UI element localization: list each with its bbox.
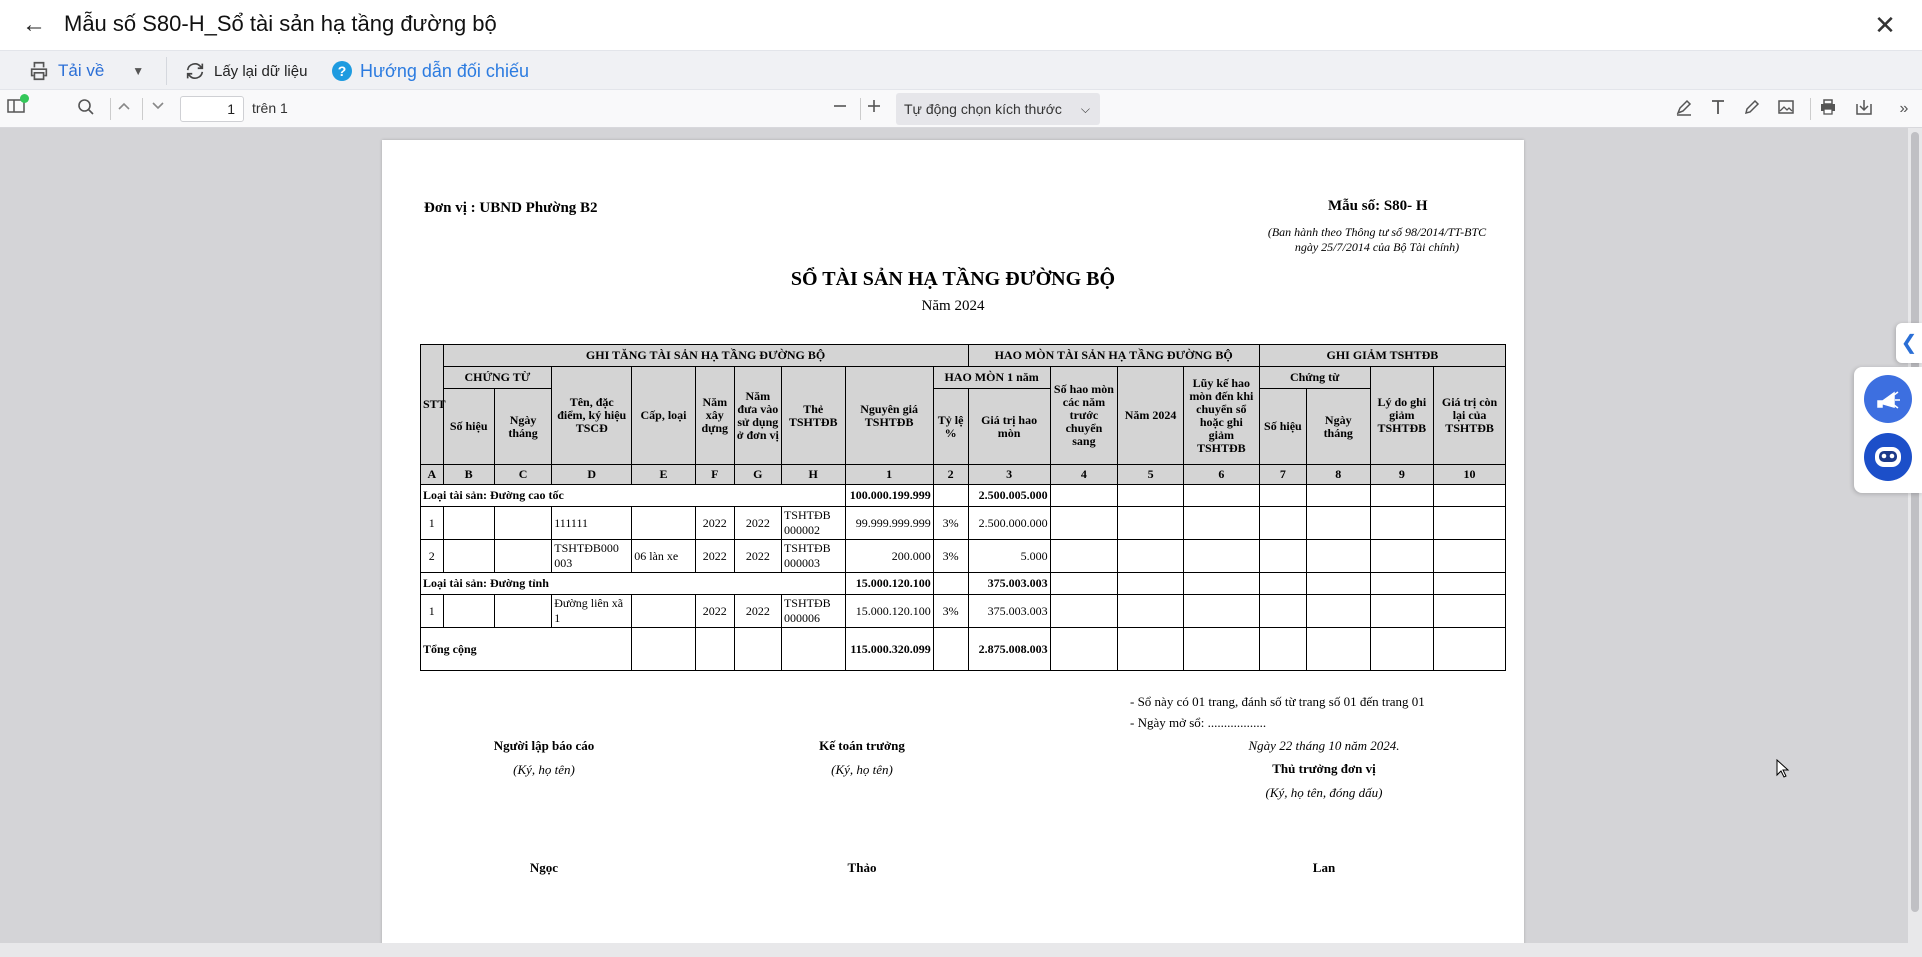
pdf-viewer-toolbar — [0, 90, 1922, 128]
open-date-note: - Ngày mở sổ: .................. — [1130, 715, 1267, 730]
group-depreciation-header: HAO MÒN TÀI SẢN HẠ TẦNG ĐƯỜNG BỘ — [968, 345, 1259, 367]
cell-name: TSHTĐB000 003 — [552, 540, 632, 573]
col-stt: STT — [421, 345, 444, 465]
toolbar-divider — [110, 98, 111, 120]
text-tool-icon[interactable] — [1706, 98, 1730, 120]
col-voucher2-no: Số hiệu — [1259, 389, 1306, 465]
code-cell: H — [781, 465, 845, 485]
col-voucher2-date: Ngày tháng — [1306, 389, 1370, 465]
signer-hint: (Ký, họ tên) — [831, 762, 893, 777]
page-number-input[interactable] — [180, 96, 244, 122]
voucher-header: CHỨNG TỪ — [443, 367, 552, 389]
signer-head — [1164, 761, 1484, 801]
assistant-panel — [1854, 367, 1922, 493]
code-cell: 3 — [968, 465, 1050, 485]
highlight-icon[interactable] — [1672, 98, 1696, 120]
toolbar-divider — [166, 57, 167, 85]
group-original-cost: 100.000.199.999 — [845, 485, 933, 507]
guide-label: Hướng dẫn đối chiếu — [360, 60, 529, 81]
code-cell: A — [421, 465, 444, 485]
zoom-out-icon[interactable] — [828, 98, 852, 120]
col-original-cost: Nguyên giá TSHTĐB — [845, 367, 933, 465]
code-cell: 7 — [1259, 465, 1306, 485]
chatbot-icon[interactable] — [1864, 433, 1912, 481]
download-button[interactable] — [28, 51, 144, 91]
col-prior-dep: Số hao mòn các năm trước chuyển sang — [1050, 367, 1118, 465]
cell-original-cost: 200.000 — [845, 540, 933, 573]
horizontal-scrollbar[interactable] — [0, 943, 1908, 957]
reconcile-guide-link[interactable] — [332, 51, 529, 91]
previous-page-icon[interactable] — [112, 98, 136, 120]
dep-year-header: HAO MÒN 1 năm — [933, 367, 1050, 389]
signer-preparer — [444, 738, 644, 778]
code-cell: 9 — [1370, 465, 1434, 485]
code-cell: 2 — [933, 465, 968, 485]
code-cell: F — [695, 465, 734, 485]
code-cell: 4 — [1050, 465, 1118, 485]
signer-name: Lan — [1312, 860, 1336, 875]
reload-data-button[interactable] — [184, 51, 307, 91]
search-icon[interactable] — [74, 98, 98, 120]
cell-use-year: 2022 — [734, 595, 781, 628]
table-row — [421, 595, 1506, 628]
zoom-select-value: Tự động chọn kích thước — [904, 101, 1062, 117]
cell-class — [632, 507, 696, 540]
back-arrow-icon[interactable]: ← — [22, 11, 46, 38]
code-cell: 8 — [1306, 465, 1370, 485]
more-tools-icon[interactable]: » — [1899, 100, 1909, 117]
toolbar-divider — [1810, 98, 1811, 120]
cell-rate: 3% — [933, 507, 968, 540]
draw-icon[interactable] — [1740, 98, 1764, 120]
cell-rate: 3% — [933, 540, 968, 573]
cell-dep-value: 5.000 — [968, 540, 1050, 573]
signer-hint: (Ký, họ tên, đóng dấu) — [1265, 785, 1383, 800]
col-accumulated: Lũy kế hao mòn đến khi chuyển sổ hoặc ghi giảm TSHTĐB — [1183, 367, 1259, 465]
download-label: Tải về — [58, 61, 105, 80]
save-download-icon[interactable] — [1852, 98, 1876, 120]
cell-build-year: 2022 — [695, 540, 734, 573]
cell-build-year: 2022 — [695, 595, 734, 628]
document-year: Năm 2024 — [921, 298, 985, 314]
col-dep-value: Giá trị hao mòn — [968, 389, 1050, 465]
cell-name: Đường liên xã 1 — [552, 595, 632, 628]
cell-original-cost: 15.000.120.100 — [845, 595, 933, 628]
cell-stt: 1 — [421, 507, 444, 540]
pdf-viewer-area[interactable] — [0, 128, 1922, 957]
group-original-cost: 15.000.120.100 — [845, 573, 933, 595]
col-card: Thẻ TSHTĐB — [781, 367, 845, 465]
signer-role: Kế toán trưởng — [819, 738, 905, 753]
reload-label: Lấy lại dữ liệu — [214, 62, 308, 80]
issued-note — [1252, 225, 1502, 255]
mouse-cursor-icon — [1776, 759, 1790, 779]
total-dep-value: 2.875.008.003 — [968, 628, 1050, 671]
cell-dep-value: 375.003.003 — [968, 595, 1050, 628]
group-label: Loại tài sản: Đường cao tốc — [421, 485, 846, 507]
cell-use-year: 2022 — [734, 507, 781, 540]
vertical-scrollbar[interactable] — [1908, 128, 1922, 957]
report-date: Ngày 22 tháng 10 năm 2024. — [1248, 738, 1400, 753]
cell-class — [632, 595, 696, 628]
total-original-cost: 115.000.320.099 — [845, 628, 933, 671]
form-number: Mẫu số: S80- H — [1328, 198, 1428, 214]
signer-name: Ngọc — [529, 860, 559, 875]
page-title: Mẫu số S80-H_Sổ tài sản hạ tầng đường bộ — [64, 11, 497, 36]
signer-role: Thủ trưởng đơn vị — [1272, 761, 1376, 776]
col-year-2024: Năm 2024 — [1118, 367, 1184, 465]
cell-card: TSHTĐB 000002 — [781, 507, 845, 540]
code-cell: 10 — [1434, 465, 1506, 485]
close-icon[interactable]: ✕ — [1874, 10, 1896, 40]
print-icon[interactable] — [1816, 98, 1840, 120]
col-use-year: Năm đưa vào sử dụng ở đơn vị — [734, 367, 781, 465]
chevron-down-icon: ⌵ — [1080, 102, 1090, 116]
col-voucher-no: Số hiệu — [443, 389, 494, 465]
issued-line-1: (Ban hành theo Thông tư số 98/2014/TT-BTC — [1267, 225, 1487, 239]
voucher2-header: Chứng từ — [1259, 367, 1370, 389]
total-label: Tổng cộng — [421, 628, 632, 671]
code-cell: 5 — [1118, 465, 1184, 485]
col-name: Tên, đặc điểm, ký hiệu TSCĐ — [552, 367, 632, 465]
group-row — [421, 573, 1506, 595]
cell-card: TSHTĐB 000006 — [781, 595, 845, 628]
dialog-header — [0, 0, 1922, 50]
code-cell: C — [494, 465, 551, 485]
next-page-icon[interactable] — [146, 98, 170, 120]
announcement-icon[interactable] — [1864, 375, 1912, 423]
col-build-year: Năm xây dựng — [695, 367, 734, 465]
scrollbar-thumb[interactable] — [1911, 132, 1919, 912]
cell-use-year: 2022 — [734, 540, 781, 573]
page-count: trên 1 — [252, 100, 288, 116]
action-toolbar — [0, 50, 1922, 90]
cell-stt: 1 — [421, 595, 444, 628]
group-increase-header: GHI TĂNG TÀI SẢN HẠ TẦNG ĐƯỜNG BỘ — [443, 345, 968, 367]
code-cell: G — [734, 465, 781, 485]
col-remaining: Giá trị còn lại của TSHTĐB — [1434, 367, 1506, 465]
signer-role: Người lập báo cáo — [493, 738, 595, 753]
signer-name: Thảo — [847, 860, 877, 875]
asset-ledger-table — [420, 344, 1506, 671]
cell-class: 06 làn xe — [632, 540, 696, 573]
printer-icon — [28, 60, 50, 82]
cell-dep-value: 2.500.000.000 — [968, 507, 1050, 540]
code-cell: D — [552, 465, 632, 485]
code-cell: B — [443, 465, 494, 485]
zoom-select[interactable] — [896, 93, 1100, 125]
notification-dot — [20, 94, 29, 103]
image-icon[interactable] — [1774, 98, 1798, 120]
group-label: Loại tài sản: Đường tỉnh — [421, 573, 846, 595]
col-rate: Tỷ lệ % — [933, 389, 968, 465]
total-row — [421, 628, 1506, 671]
code-cell: 1 — [845, 465, 933, 485]
signer-hint: (Ký, họ tên) — [513, 762, 575, 777]
cell-card: TSHTĐB 000003 — [781, 540, 845, 573]
group-dep-value: 375.003.003 — [968, 573, 1050, 595]
caret-down-icon[interactable]: ▼ — [132, 64, 145, 78]
unit-name: Đơn vị : UBND Phường B2 — [424, 200, 598, 216]
cell-rate: 3% — [933, 595, 968, 628]
refresh-icon — [184, 60, 206, 82]
cell-stt: 2 — [421, 540, 444, 573]
zoom-in-icon[interactable] — [862, 98, 886, 120]
group-dep-value: 2.500.005.000 — [968, 485, 1050, 507]
group-row — [421, 485, 1506, 507]
cell-build-year: 2022 — [695, 507, 734, 540]
collapse-panel-icon[interactable]: ❮ — [1896, 323, 1922, 363]
col-class: Cấp, loại — [632, 367, 696, 465]
document-title: SỔ TÀI SẢN HẠ TẦNG ĐƯỜNG BỘ — [790, 268, 1116, 290]
col-reason: Lý do ghi giảm TSHTĐB — [1370, 367, 1434, 465]
code-cell: E — [632, 465, 696, 485]
issued-line-2: ngày 25/7/2014 của Bộ Tài chính) — [1294, 240, 1460, 254]
table-row — [421, 507, 1506, 540]
cell-original-cost: 99.999.999.999 — [845, 507, 933, 540]
group-decrease-header: GHI GIẢM TSHTĐB — [1259, 345, 1505, 367]
cell-name: 111111 — [552, 507, 632, 540]
toolbar-divider — [142, 98, 143, 120]
table-row — [421, 540, 1506, 573]
code-cell: 6 — [1183, 465, 1259, 485]
document-page — [382, 140, 1524, 957]
help-icon: ? — [332, 61, 352, 81]
toolbar-divider — [860, 98, 861, 120]
col-voucher-date: Ngày tháng — [494, 389, 551, 465]
signer-chief-accountant — [762, 738, 962, 778]
page-count-note: - Sổ này có 01 trang, đánh số từ trang số 01 đến trang 01 — [1130, 694, 1425, 709]
